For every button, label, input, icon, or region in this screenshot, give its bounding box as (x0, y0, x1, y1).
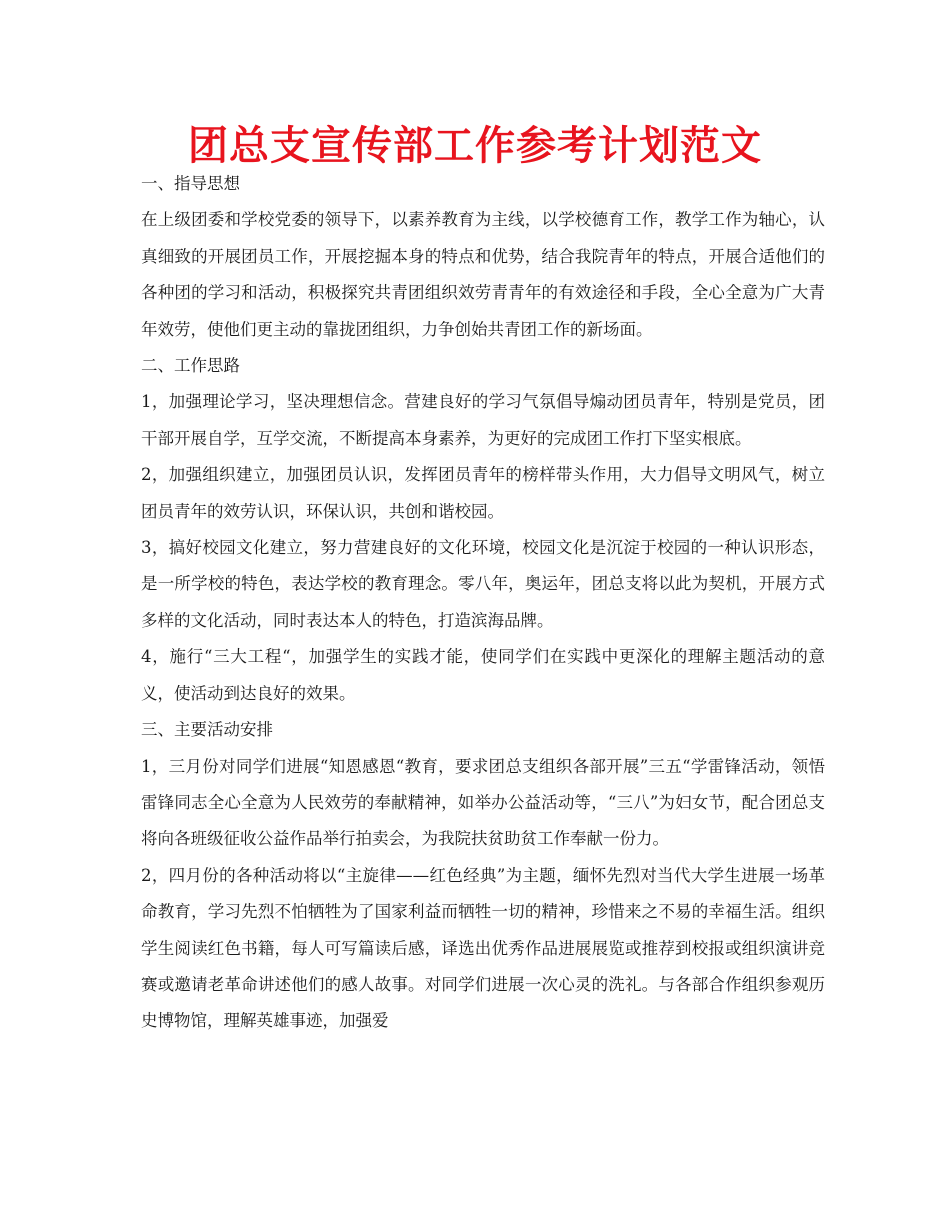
document-body (141, 166, 825, 1040)
paragraph: 2，四月份的各种活动将以“主旋律——红色经典”为主题，缅怀先烈对当代大学生进展一场革命教育，学习先烈不怕牺牲为了国家利益而牺牲一切的精神，珍惜来之不易的幸福生活。组织学生阅读红色书籍，每人可写篇读后感，译选出优秀作品进展展览或推荐到校报或组织演讲竞赛或邀请老革命讲述他们的感人故事。对同学们进展一次心灵的洗礼。与各部合作组织参观历史博物馆，理解英雄事迹，加强爱 (141, 865, 825, 1031)
section-heading: 一、指导思想 (141, 174, 240, 193)
paragraph: 4，施行“三大工程“，加强学生的实践才能，使同学们在实践中更深化的理解主题活动的意义，使活动到达良好的效果。 (141, 647, 825, 703)
section-heading: 三、主要活动安排 (141, 720, 273, 740)
paragraph: 1，三月份对同学们进展“知恩感恩“教育，要求团总支组织各部开展”三五“学雷锋活动，领悟雷锋同志全心全意为人民效劳的奉献精神，如举办公益活动等，“三八”为妇女节，配合团总支将向各班级征收公益作品举行拍卖会，为我院扶贫助贫工作奉献一份力。 (141, 756, 825, 849)
paragraph: 1，加强理论学习，坚决理想信念。营建良好的学习气氛倡导煽动团员青年，特别是党员，团干部开展自学，互学交流，不断提高本身素养，为更好的完成团工作打下坚实根底。 (141, 392, 825, 448)
section-heading: 二、工作思路 (141, 356, 240, 376)
document-title: 团总支宣传部工作参考计划范文 (188, 123, 762, 169)
paragraph: 2，加强组织建立，加强团员认识，发挥团员青年的榜样带头作用，大力倡导文明风气，树立团员青年的效劳认识，环保认识，共创和谐校园。 (141, 465, 825, 521)
paragraph: 在上级团委和学校党委的领导下，以素养教育为主线，以学校德育工作，教学工作为轴心，认真细致的开展团员工作，开展挖掘本身的特点和优势，结合我院青年的特点，开展合适他们的各种团的学习和活动，积极探究共青团组织效劳青青年的有效途径和手段，全心全意为广大青年效劳，使他们更主动的靠拢团组织，力争创始共青团工作的新场面。 (141, 210, 825, 339)
paragraph: 3，搞好校园文化建立，努力营建良好的文化环境，校园文化是沉淀于校园的一种认识形态，是一所学校的特色，表达学校的教育理念。零八年，奥运年，团总支将以此为契机，开展方式多样的文化活动，同时表达本人的特色，打造滨海品牌。 (141, 538, 825, 630)
